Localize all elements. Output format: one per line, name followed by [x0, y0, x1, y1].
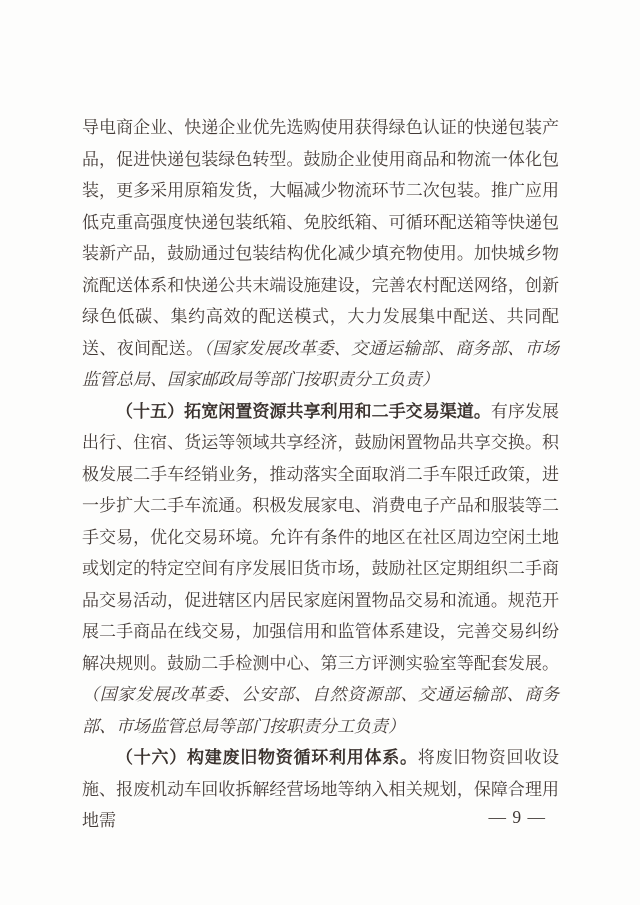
- body-text: 导电商企业、快递企业优先选购使用获得绿色认证的快递包装产品，促进快递包装绿色转型。鼓励企业使用商品和物流一体化包装，更多采用原箱发货，大幅减少物流环节二次包装。推广应用低克重高强度快递包装纸箱、免胶纸箱、可循环配送箱等快递包装新产品，鼓励通过包装结构优化减少填充物使用。加快城乡物流配送体系和快递公共末端设施建设，完善农村配送网络，创新绿色低碳、集约高效的配送模式，大力发展集中配送、共同配送、夜间配送。: [82, 118, 559, 358]
- clause-heading: （十六）构建废旧物资循环利用体系。: [116, 748, 418, 767]
- page-number: — 9 —: [488, 807, 546, 827]
- responsible-departments-note: （国家发展改革委、公安部、自然资源部、交通运输部、商务部、市场监管总局等部门按职责分工负责）: [82, 685, 559, 736]
- document-body: [82, 112, 559, 837]
- body-text: 将废旧物资回收设施、报废机动车回收拆解经营场地等纳入相关规划，保障合理用地需: [82, 748, 559, 830]
- paragraph: [82, 112, 559, 396]
- clause-heading: （十五）拓宽闲置资源共享利用和二手交易渠道。: [116, 401, 491, 421]
- paragraph: [82, 396, 559, 743]
- responsible-departments-note: （国家发展改革委、交通运输部、商务部、市场监管总局、国家邮政局等部门按职责分工负责）: [82, 338, 560, 389]
- body-text: 有序发展出行、住宿、货运等领域共享经济，鼓励闲置物品共享交换。积极发展二手车经销业务，推动落实全面取消二手车限迁政策，进一步扩大二手车流通。积极发展家电、消费电子产品和服装等二手交易，优化交易环境。允许有条件的地区在社区周边空闲土地或划定的特定空间有序发展旧货市场，鼓励社区定期组织二手商品交易活动，促进辖区内居民家庭闲置物品交易和流通。规范开展二手商品在线交易，加强信用和监管体系建设，完善交易纠纷解决规则。鼓励二手检测中心、第三方评测实验室等配套发展。: [82, 401, 560, 673]
